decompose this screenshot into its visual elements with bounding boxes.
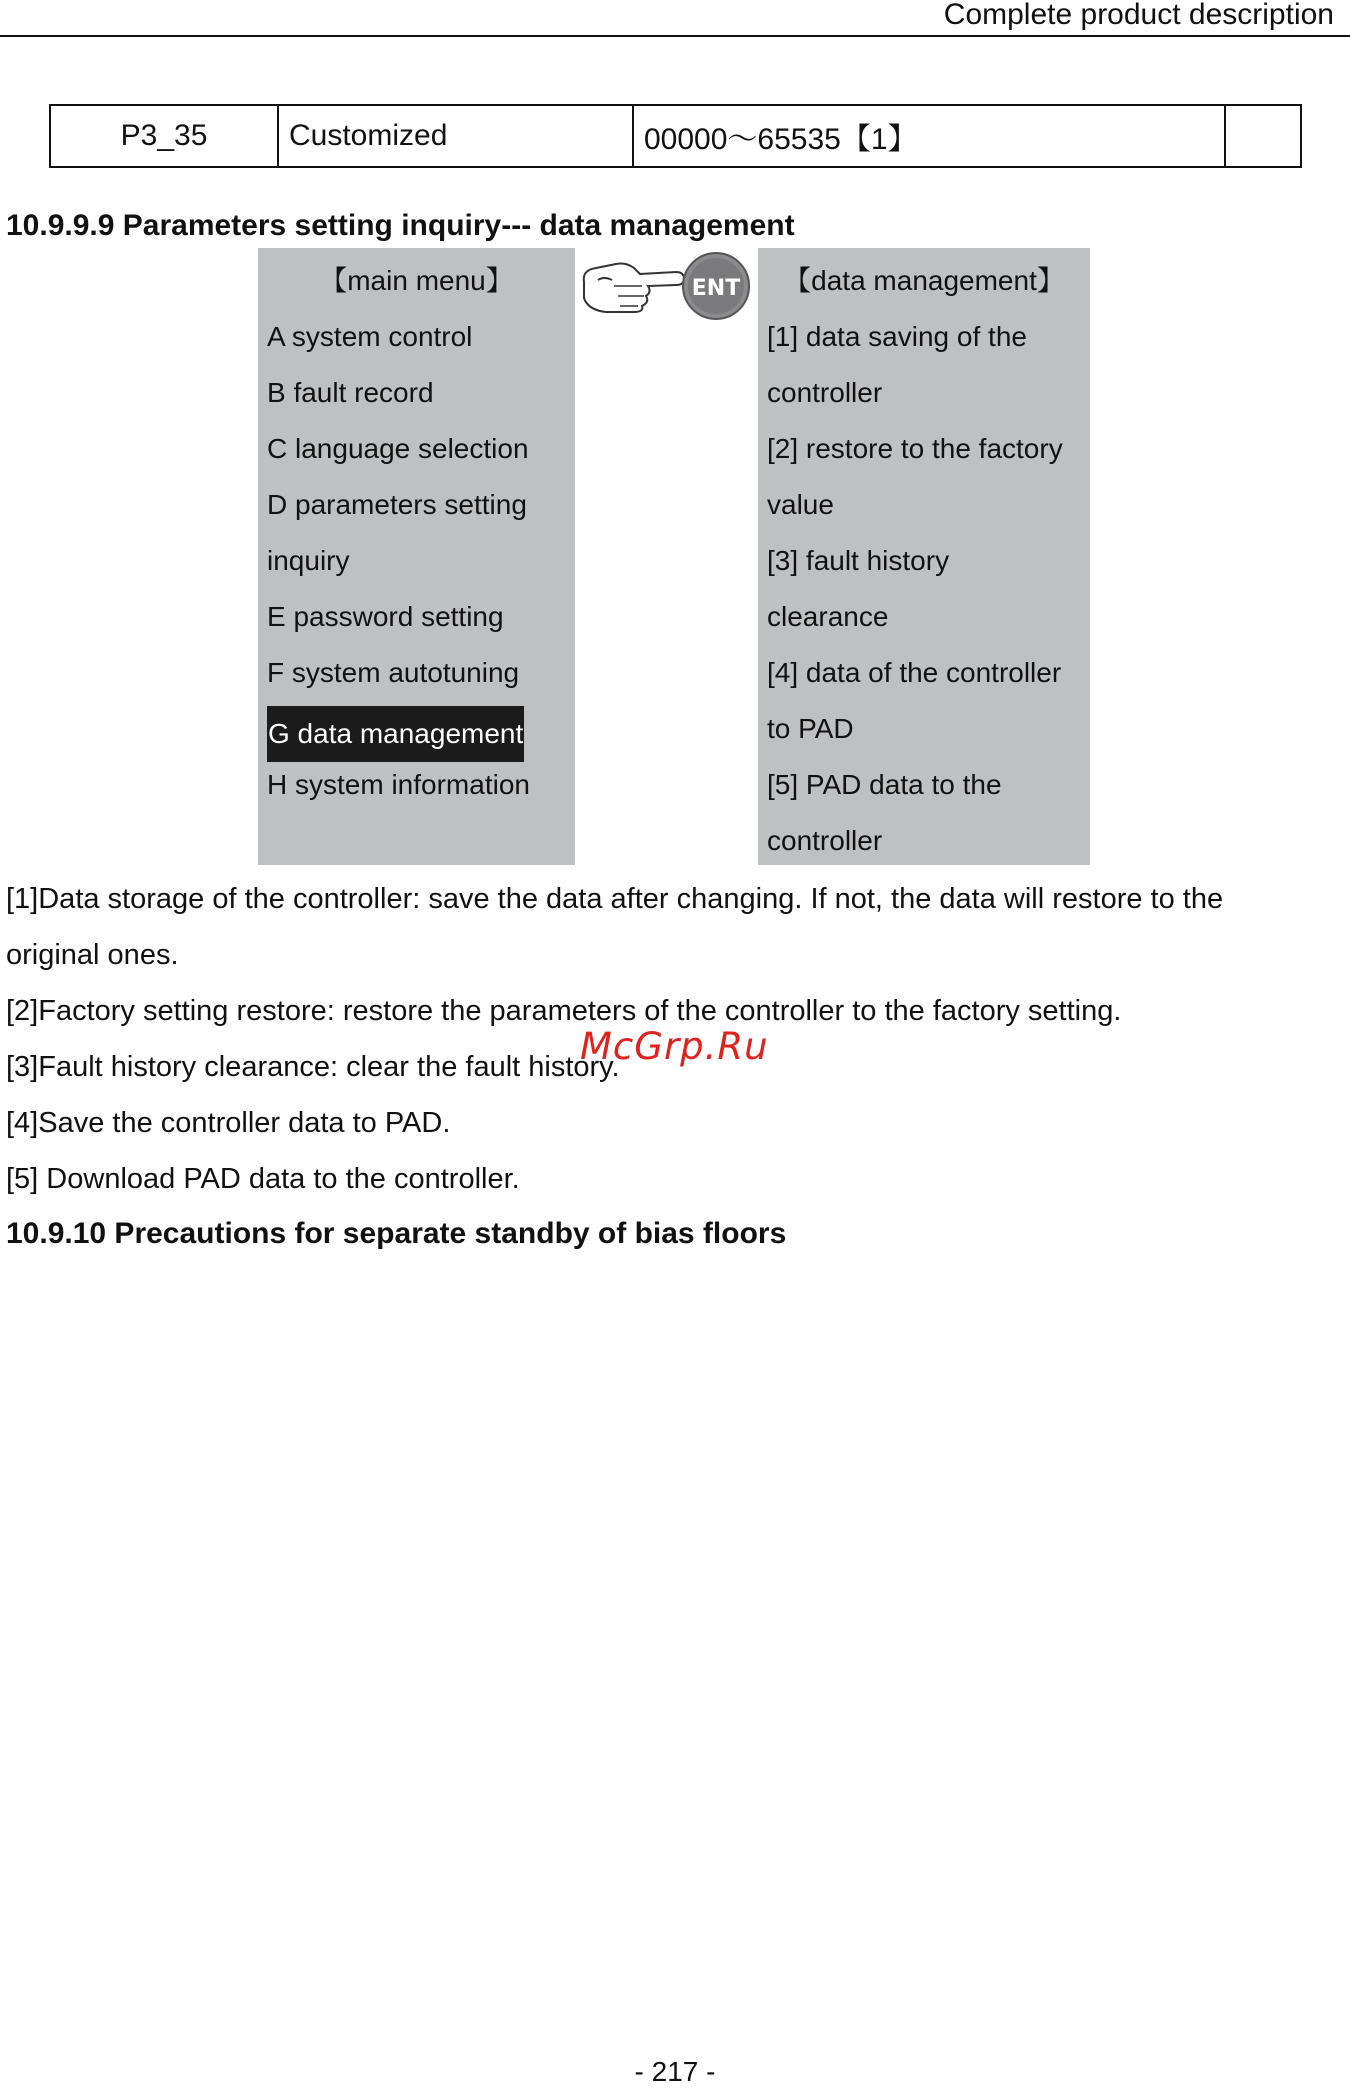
body-line: [3]Fault history clearance: clear the fault history.: [6, 1051, 620, 1083]
ent-key-label: ENT: [691, 276, 741, 301]
body-line: [5] Download PAD data to the controller.: [6, 1163, 520, 1195]
menu-item-data-management-selected: G data management: [267, 706, 524, 762]
data-menu-item: [5] PAD data to the: [767, 769, 1002, 800]
main-menu-panel: [258, 248, 575, 865]
menu-item-parameters-setting: D parameters setting: [267, 489, 527, 520]
ent-key-icon: [683, 253, 749, 319]
body-line: [1]Data storage of the controller: save the data after changing. If not, the data will restore to the: [6, 883, 1224, 915]
menu-item-system-autotuning: F system autotuning: [267, 657, 520, 688]
parameter-table: [49, 104, 1302, 168]
menu-item-password-setting: E password setting: [267, 601, 504, 632]
watermark: McGrp.Ru: [580, 1025, 769, 1068]
data-menu-item: [4] data of the controller: [767, 657, 1062, 688]
section-heading-precautions: 10.9.10 Precautions for separate standby of bias floors: [6, 1217, 787, 1250]
menu-item-fault-record: B fault record: [267, 377, 434, 408]
menu-item-language-selection: C language selection: [267, 433, 529, 464]
table-row: [50, 105, 1301, 167]
data-menu-item: [3] fault history: [767, 545, 950, 576]
pointing-hand-icon: [584, 264, 684, 313]
body-line: original ones.: [6, 939, 179, 971]
page-number: - 217 -: [634, 2056, 716, 2087]
data-menu-item: clearance: [767, 601, 889, 632]
body-line: [2]Factory setting restore: restore the parameters of the controller to the factory setting.: [6, 995, 1122, 1027]
data-management-panel: [758, 248, 1090, 865]
data-menu-item: controller: [767, 825, 883, 856]
param-code-cell: P3_35: [50, 105, 278, 167]
menu-item-system-control: A system control: [267, 321, 473, 352]
data-menu-title: 【data management】: [783, 265, 1065, 296]
menu-item-parameters-setting-cont: inquiry: [267, 545, 350, 576]
param-range-cell: 00000～65535【1】: [633, 105, 1225, 167]
data-menu-item: [1] data saving of the: [767, 321, 1027, 352]
param-extra-cell: [1225, 105, 1301, 167]
header-divider: [0, 35, 1350, 37]
page-header-title: Complete product description: [943, 0, 1334, 31]
enter-transition-graphic: [578, 250, 754, 324]
body-line: [4]Save the controller data to PAD.: [6, 1107, 451, 1139]
menu-item-system-information: H system information: [267, 769, 530, 800]
section-heading-data-management: 10.9.9.9 Parameters setting inquiry--- data management: [6, 209, 795, 242]
param-name-cell: Customized: [278, 105, 633, 167]
main-menu-title: 【main menu】: [319, 265, 514, 296]
data-menu-item: value: [767, 489, 834, 520]
data-menu-item: [2] restore to the factory: [767, 433, 1063, 464]
data-menu-item: to PAD: [767, 713, 854, 744]
data-menu-item: controller: [767, 377, 883, 408]
